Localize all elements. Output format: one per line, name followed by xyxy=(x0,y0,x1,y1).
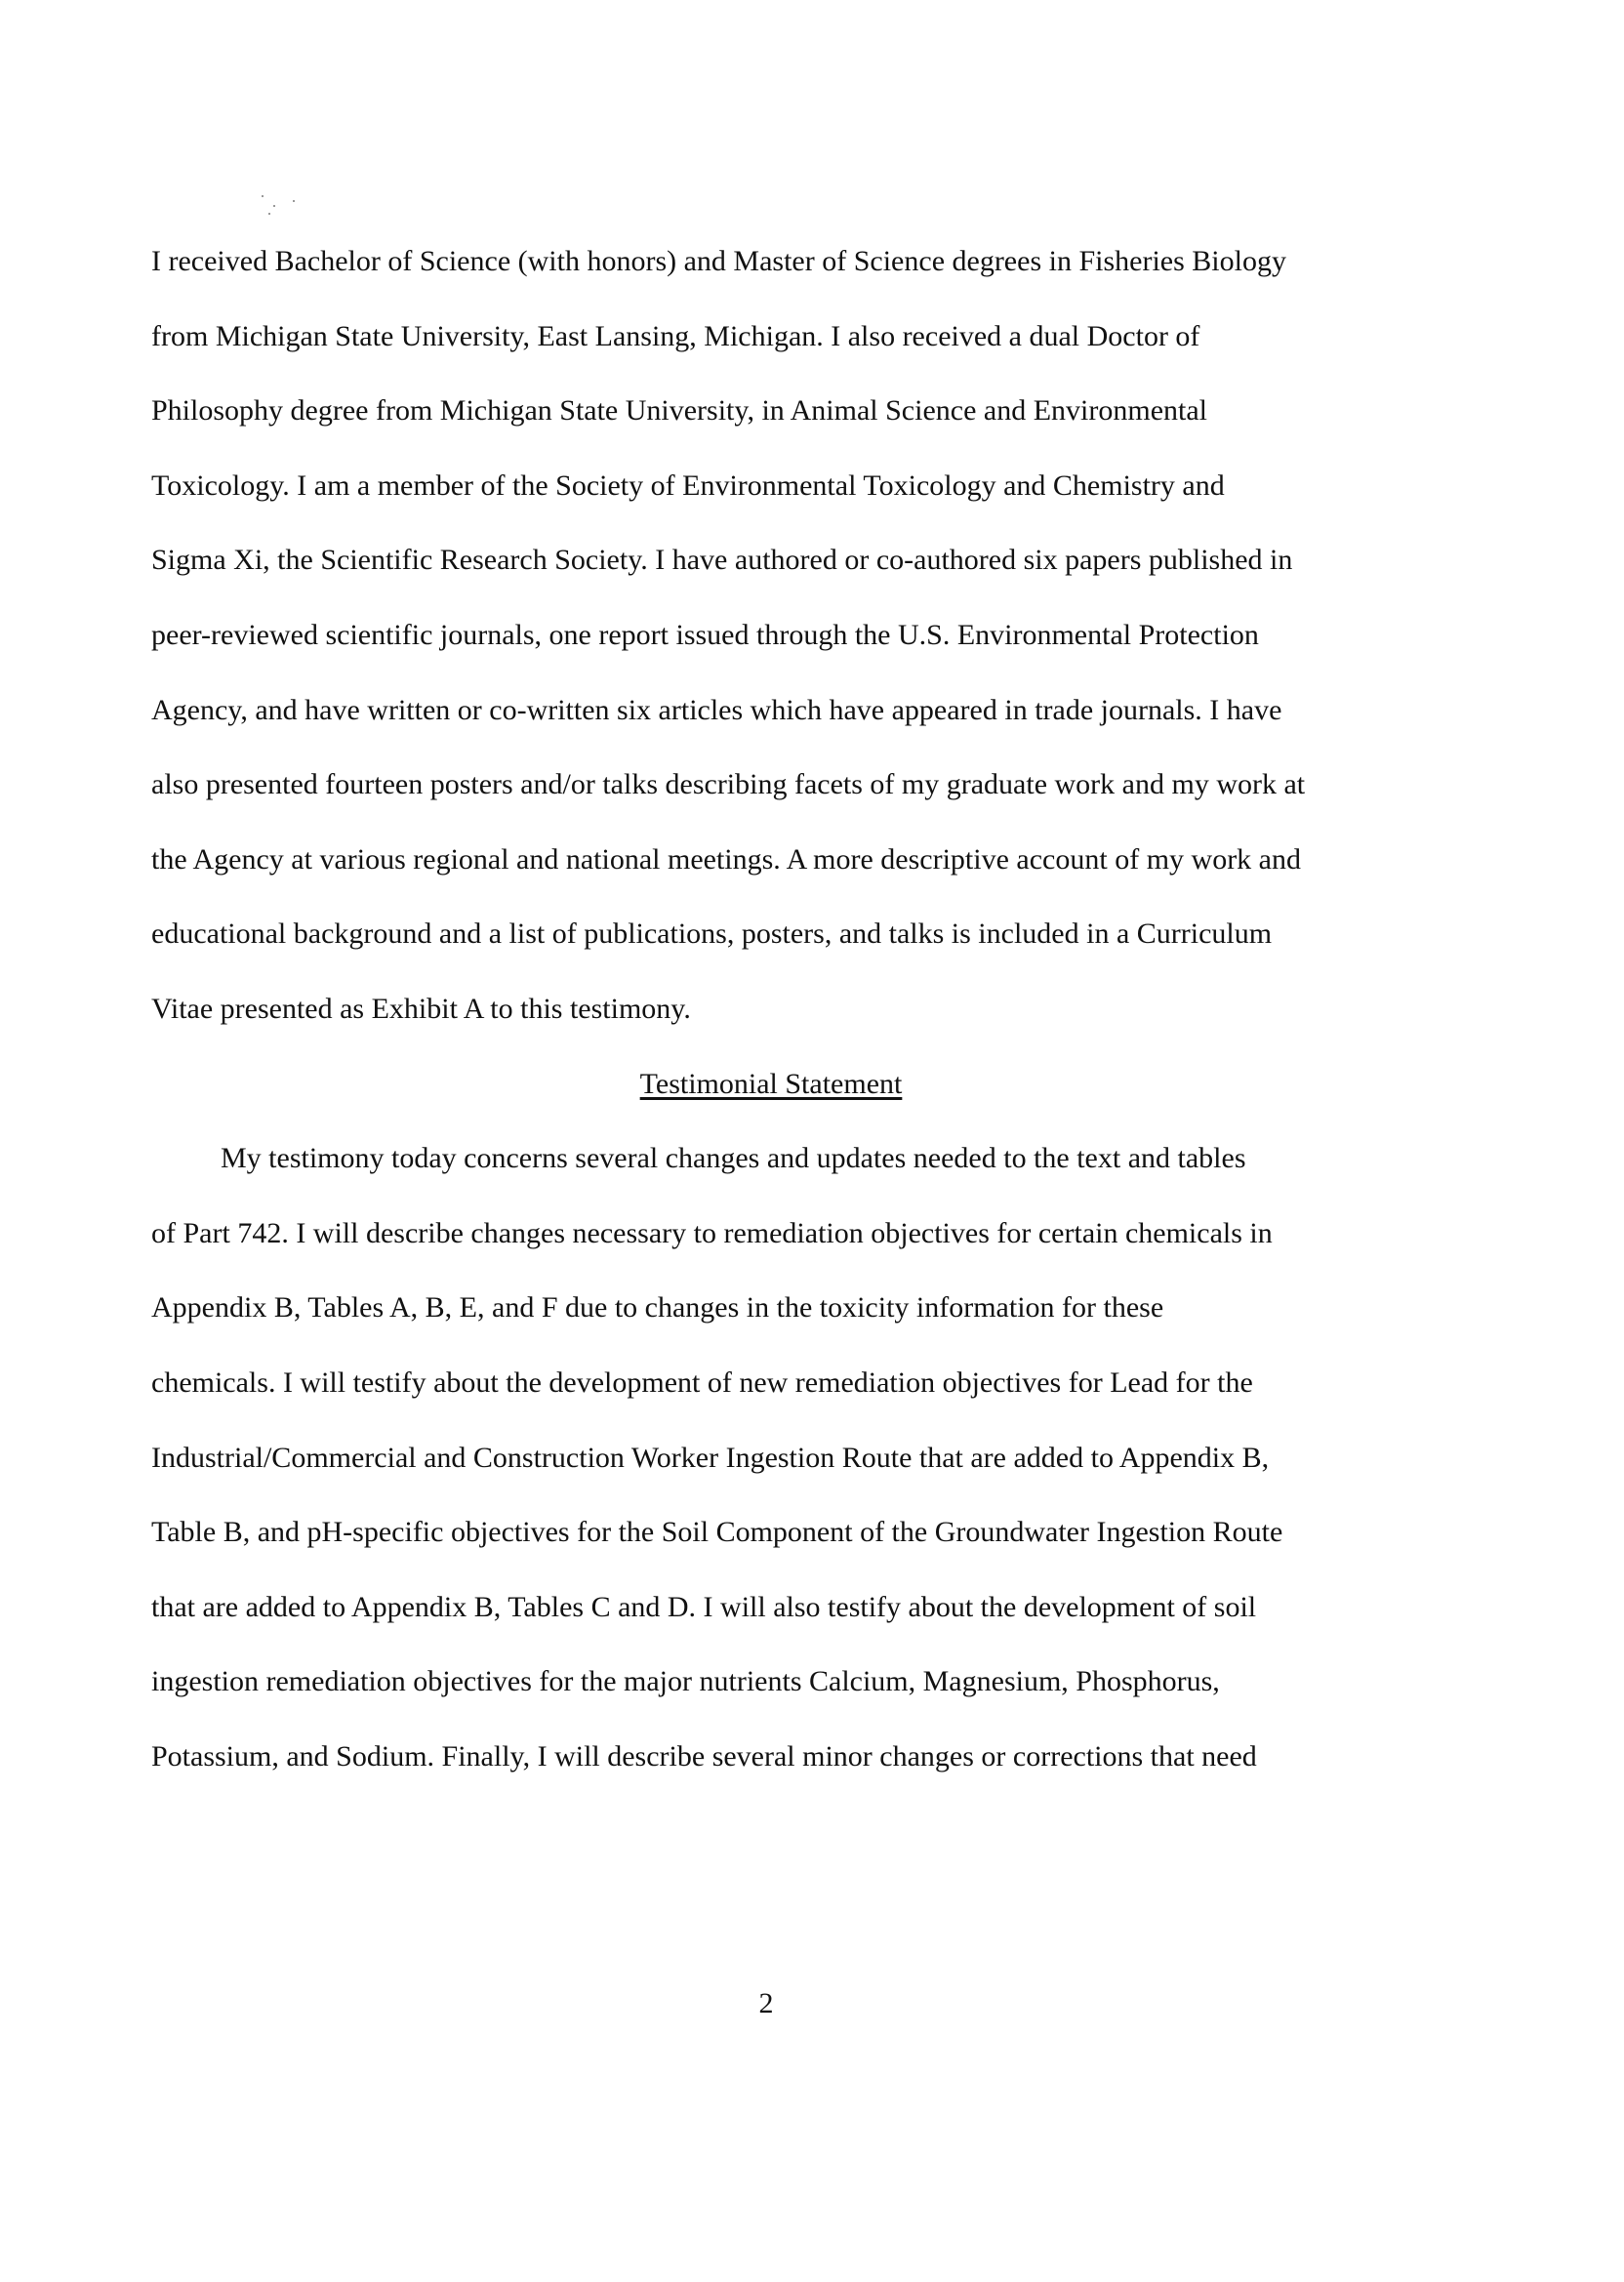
paragraph1-line: from Michigan State University, East Lansing, Michigan. I also received a dual Doctor of xyxy=(151,320,1200,352)
paragraph1-line: I received Bachelor of Science (with honors) and Master of Science degrees in Fisheries Biology xyxy=(151,245,1286,277)
paragraph1-line: educational background and a list of publications, posters, and talks is included in a Curriculum xyxy=(151,917,1273,950)
paragraph1-line: Sigma Xi, the Scientific Research Society. I have authored or co-authored six papers published in xyxy=(151,544,1293,576)
paragraph2-line: that are added to Appendix B, Tables C and D. I will also testify about the development of soil xyxy=(151,1591,1257,1623)
paragraph2-line: Industrial/Commercial and Construction Worker Ingestion Route that are added to Appendix B, xyxy=(151,1442,1270,1474)
paragraph1-line: the Agency at various regional and national meetings. A more descriptive account of my work and xyxy=(151,843,1301,876)
paragraph1-line: also presented fourteen posters and/or talks describing facets of my graduate work and my work at xyxy=(151,768,1306,800)
paragraph1-line: Philosophy degree from Michigan State University, in Animal Science and Environmental xyxy=(151,394,1207,427)
section-heading: Testimonial Statement xyxy=(639,1068,903,1100)
paragraph1-line: peer-reviewed scientific journals, one report issued through the U.S. Environmental Protection xyxy=(151,619,1259,651)
paragraph2-line: chemicals. I will testify about the development of new remediation objectives for Lead for the xyxy=(151,1366,1253,1399)
paragraph2-line: ingestion remediation objectives for the major nutrients Calcium, Magnesium, Phosphorus, xyxy=(151,1665,1220,1697)
paragraph2-line: My testimony today concerns several changes and updates needed to the text and tables xyxy=(221,1142,1246,1174)
page-number: 2 xyxy=(758,1987,774,2019)
paragraph1-line: Toxicology. I am a member of the Society of Environmental Toxicology and Chemistry and xyxy=(151,469,1225,502)
paragraph2-line: Potassium, and Sodium. Finally, I will describe several minor changes or corrections that need xyxy=(151,1740,1257,1773)
paragraph1-line: Agency, and have written or co-written six articles which have appeared in trade journals. I have xyxy=(151,694,1282,726)
paragraph2-line: Table B, and pH-specific objectives for the Soil Component of the Groundwater Ingestion Route xyxy=(151,1516,1283,1548)
paragraph1-line: Vitae presented as Exhibit A to this testimony. xyxy=(151,993,691,1025)
paragraph2-line: of Part 742. I will describe changes necessary to remediation objectives for certain chemicals in xyxy=(151,1217,1273,1249)
paragraph2-line: Appendix B, Tables A, B, E, and F due to changes in the toxicity information for these xyxy=(151,1291,1164,1324)
